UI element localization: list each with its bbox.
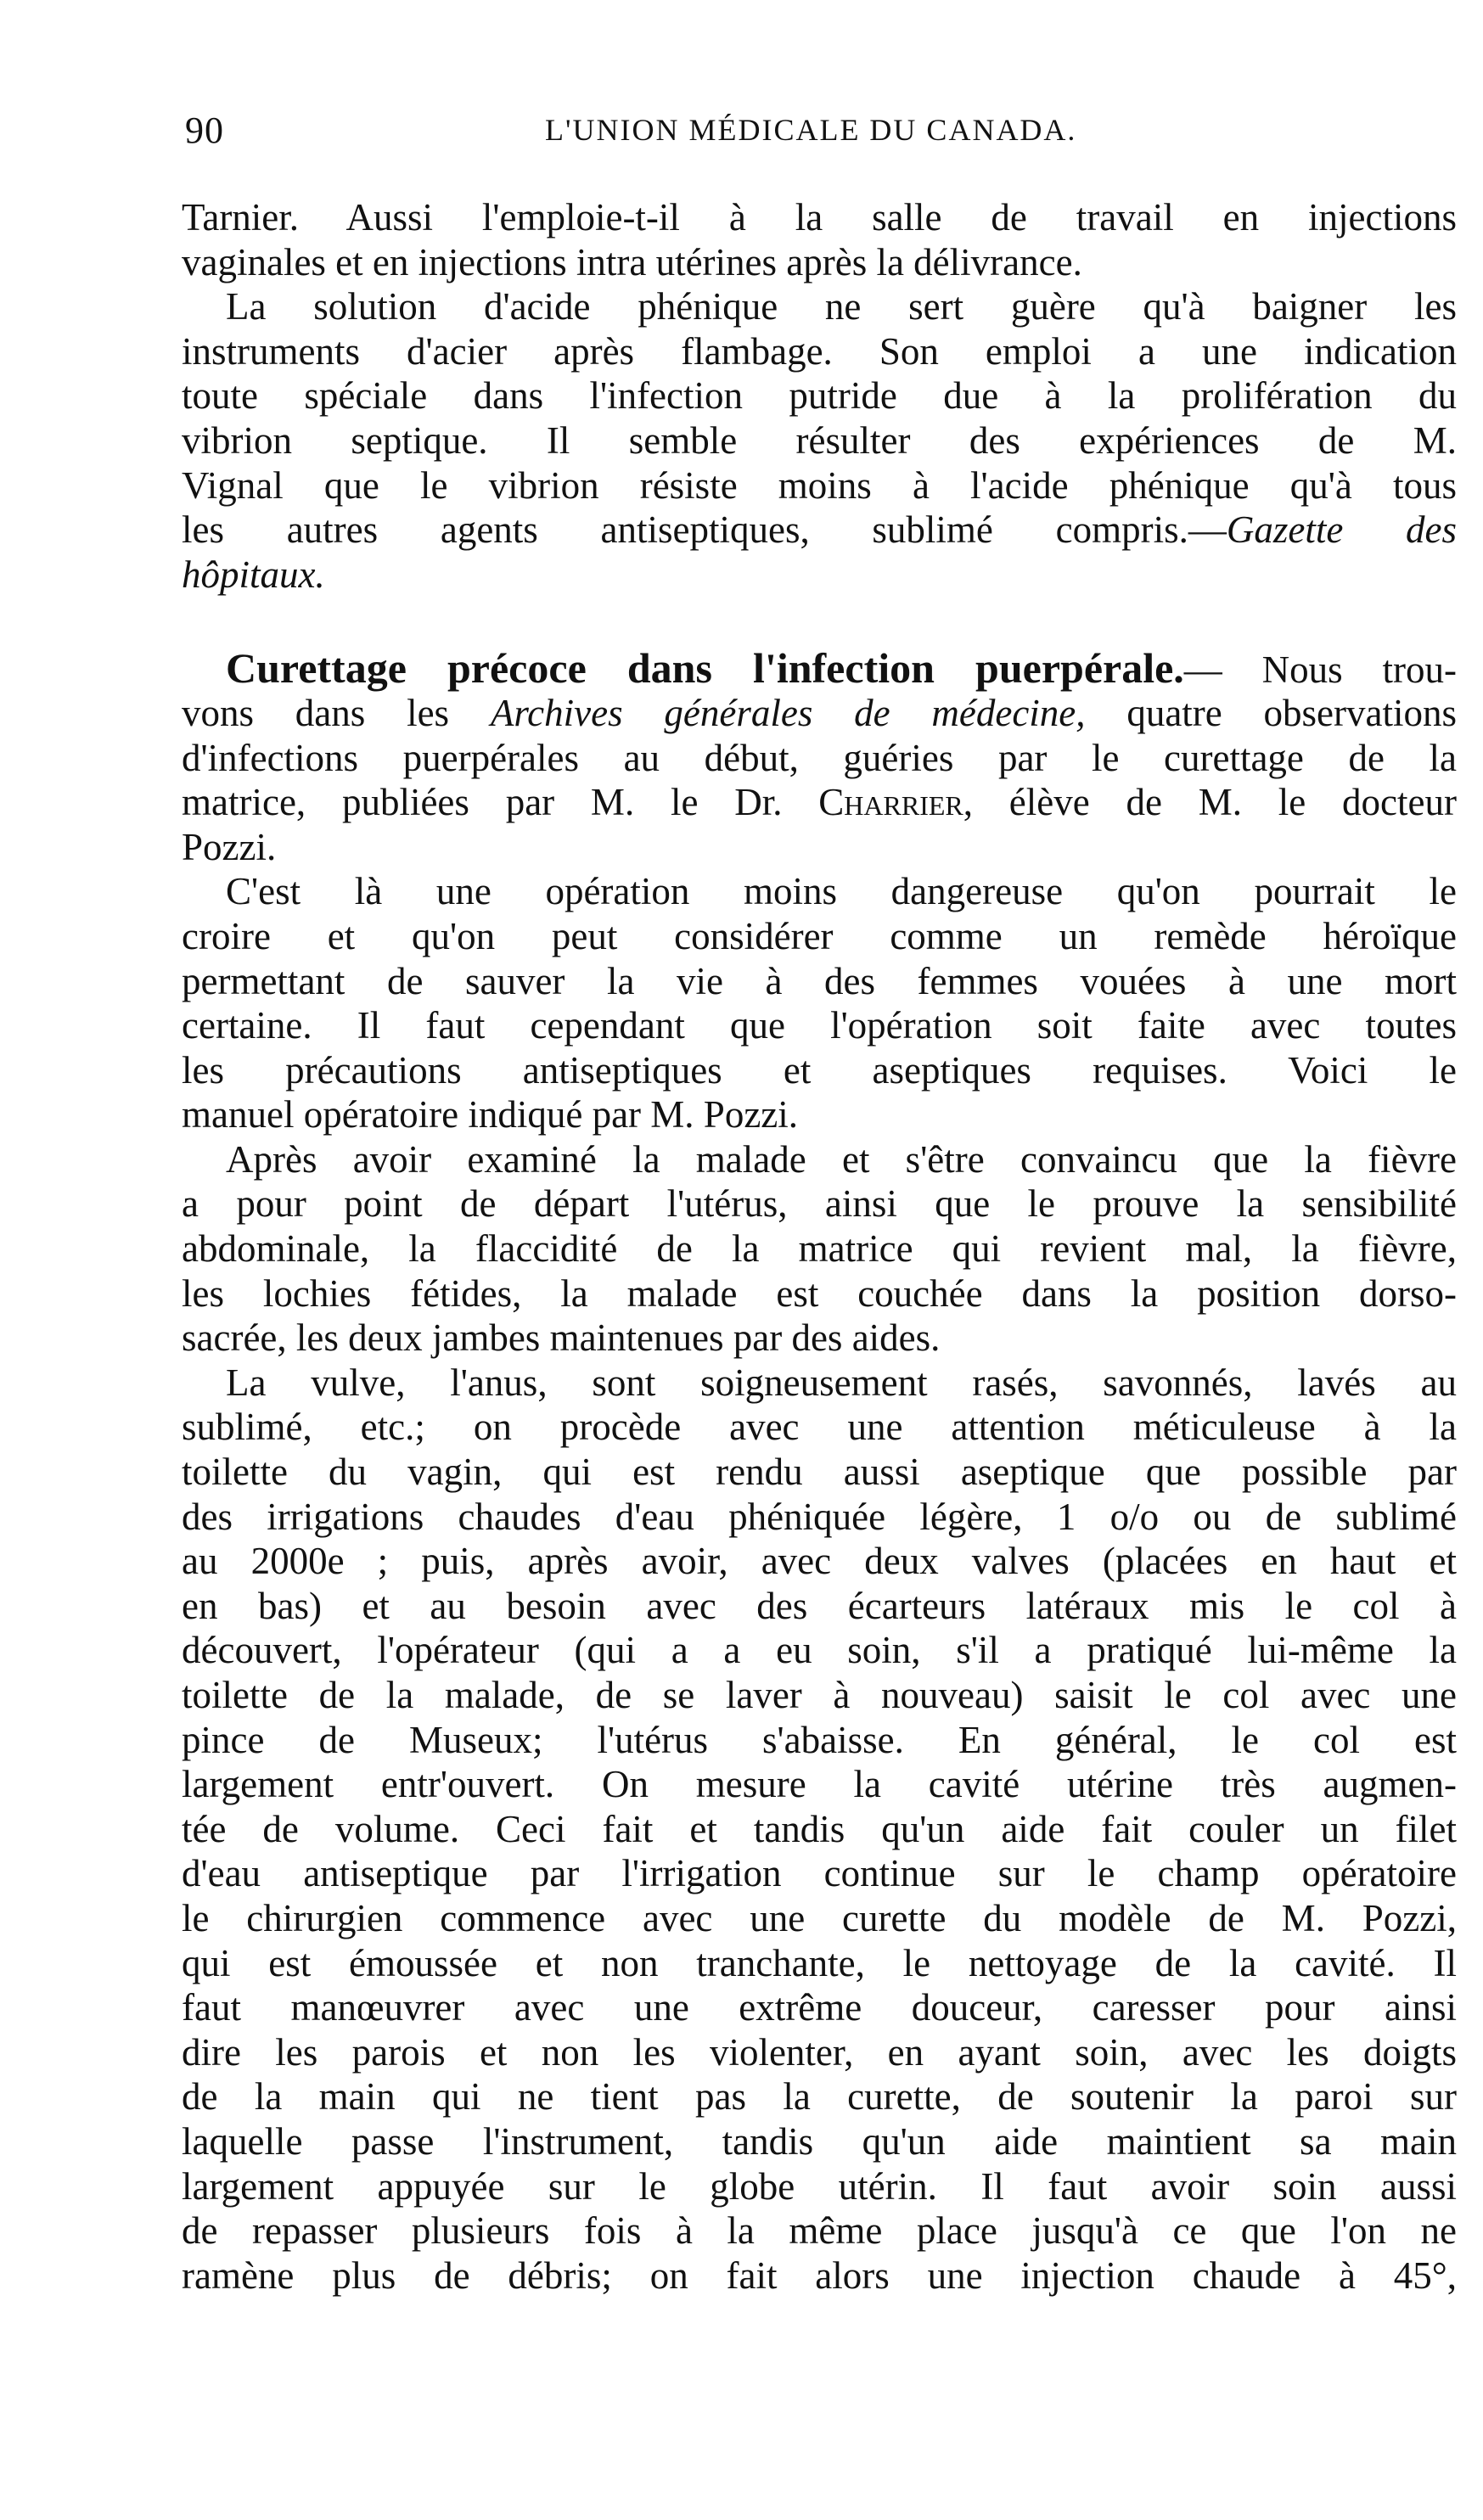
text-line: le chirurgien commence avec une curette du modèle de M. Pozzi, xyxy=(182,1896,1457,1939)
text-line: largement entr'ouvert. On mesure la cavité utérine très augmen- xyxy=(182,1763,1457,1806)
text-line: d'eau antiseptique par l'irrigation continue sur le champ opératoire xyxy=(182,1852,1457,1895)
text-line: laquelle passe l'instrument, tandis qu'un aide maintient sa main xyxy=(182,2119,1457,2163)
text-line: les lochies fétides, la malade est couchée dans la position dorso- xyxy=(182,1271,1457,1315)
text-line: manuel opératoire indiqué par M. Pozzi. xyxy=(182,1093,799,1137)
text-line xyxy=(182,691,1457,736)
text-line: des irrigations chaudes d'eau phéniquée légère, 1 o/o ou de sublimé xyxy=(182,1495,1457,1538)
text-line: dire les parois et non les violenter, en ayant soin, avec les doigts xyxy=(182,2030,1457,2074)
text-line: d'infections puerpérales au début, guéries par le curettage de la xyxy=(182,736,1457,779)
text-line: sacrée, les deux jambes maintenues par des aides. xyxy=(182,1316,941,1360)
text-line: de la main qui ne tient pas la curette, de soutenir la paroi sur xyxy=(182,2075,1457,2119)
text-line: en bas) et au besoin avec des écarteurs latéraux mis le col à xyxy=(182,1584,1457,1627)
text-line: qui est émoussée et non tranchante, le nettoyage de la cavité. Il xyxy=(182,1941,1457,1984)
text-line: Vignal que le vibrion résiste moins à l'acide phénique qu'à tous xyxy=(182,463,1457,507)
text-fragment: , élève de M. le docteur xyxy=(963,781,1457,824)
page-number: 90 xyxy=(185,109,224,151)
text-line: croire et qu'on peut considérer comme un remède héroïque xyxy=(182,914,1457,957)
text-line: vaginales et en injections intra utérines après la délivrance. xyxy=(182,240,1082,283)
text-line: de repasser plusieurs fois à la même place jusqu'à ce que l'on ne xyxy=(182,2209,1457,2253)
journal-title: L'UNION MÉDICALE DU CANADA. xyxy=(545,113,1077,147)
text-line: Après avoir examiné la malade et s'être convaincu que la fièvre xyxy=(226,1137,1457,1181)
text-line: toilette de la malade, de se laver à nouveau) saisit le col avec une xyxy=(182,1674,1457,1716)
text-line xyxy=(182,508,1457,553)
text-line: pince de Museux; l'utérus s'abaisse. En général, le col est xyxy=(182,1718,1457,1761)
text-line: La solution d'acide phénique ne sert guère qu'à baigner les xyxy=(226,285,1457,328)
text-line: toute spéciale dans l'infection putride due à la prolifération du xyxy=(182,374,1457,418)
text-line xyxy=(182,553,1457,598)
text-line: a pour point de départ l'utérus, ainsi que le prouve la sensibilité xyxy=(182,1182,1457,1226)
journal-reference: Archives générales de médecine, xyxy=(490,691,1086,734)
text-fragment: vons dans les xyxy=(182,691,491,734)
author-name: Charrier xyxy=(818,781,963,824)
text-line: vibrion septique. Il semble résulter des expériences de M. xyxy=(182,418,1457,462)
source-citation: Gazette des xyxy=(1226,508,1457,552)
section-heading: Curettage précoce dans l'infection puerpérale. xyxy=(226,644,1184,693)
source-citation: hôpitaux. xyxy=(182,553,325,596)
text-line: toilette du vagin, qui est rendu aussi aseptique que possible par xyxy=(182,1451,1457,1494)
text-line: découvert, l'opérateur (qui a a eu soin, s'il a pratiqué lui-même la xyxy=(182,1629,1457,1672)
text-line: certaine. Il faut cependant que l'opération soit faite avec toutes xyxy=(182,1004,1457,1047)
text-line: La vulve, l'anus, sont soigneusement rasés, savonnés, lavés au xyxy=(226,1361,1457,1404)
text-line: abdominale, la flaccidité de la matrice qui revient mal, la fièvre, xyxy=(182,1227,1457,1271)
text-fragment: matrice, publiées par M. le Dr. xyxy=(182,781,819,824)
text-fragment: quatre observations xyxy=(1085,691,1457,734)
text-line xyxy=(182,646,1457,691)
text-line: largement appuyée sur le globe utérin. Il faut avoir soin aussi xyxy=(182,2164,1457,2208)
text-line: sublimé, etc.; on procède avec une attention méticuleuse à la xyxy=(182,1406,1457,1449)
text-line: faut manœuvrer avec une extrême douceur, caresser pour ainsi xyxy=(182,1986,1457,2029)
text-line xyxy=(182,780,1457,825)
text-line: au 2000e ; puis, après avoir, avec deux valves (placées en haut et xyxy=(182,1540,1457,1583)
text-line: C'est là une opération moins dangereuse qu'on pourrait le xyxy=(226,870,1457,913)
text-fragment: les autres agents antiseptiques, sublimé compris.— xyxy=(182,508,1227,552)
text-line: Pozzi. xyxy=(182,825,277,868)
text-line: Tarnier. Aussi l'emploie-t-il à la salle de travail en injections xyxy=(182,196,1457,239)
text-line: les précautions antiseptiques et aseptiques requises. Voici le xyxy=(182,1048,1457,1092)
running-head xyxy=(185,109,1483,160)
text-line: tée de volume. Ceci fait et tandis qu'un aide fait couler un filet xyxy=(182,1807,1457,1850)
text-line: permettant de sauver la vie à des femmes vouées à une mort xyxy=(182,959,1457,1002)
text-column xyxy=(182,195,1457,2298)
section-gap xyxy=(182,597,1457,646)
text-line: instruments d'acier après flambage. Son emploi a une indication xyxy=(182,329,1457,373)
text-line: ramène plus de débris; on fait alors une injection chaude à 45°, xyxy=(182,2253,1457,2297)
text-fragment: — Nous trou- xyxy=(1183,648,1457,692)
